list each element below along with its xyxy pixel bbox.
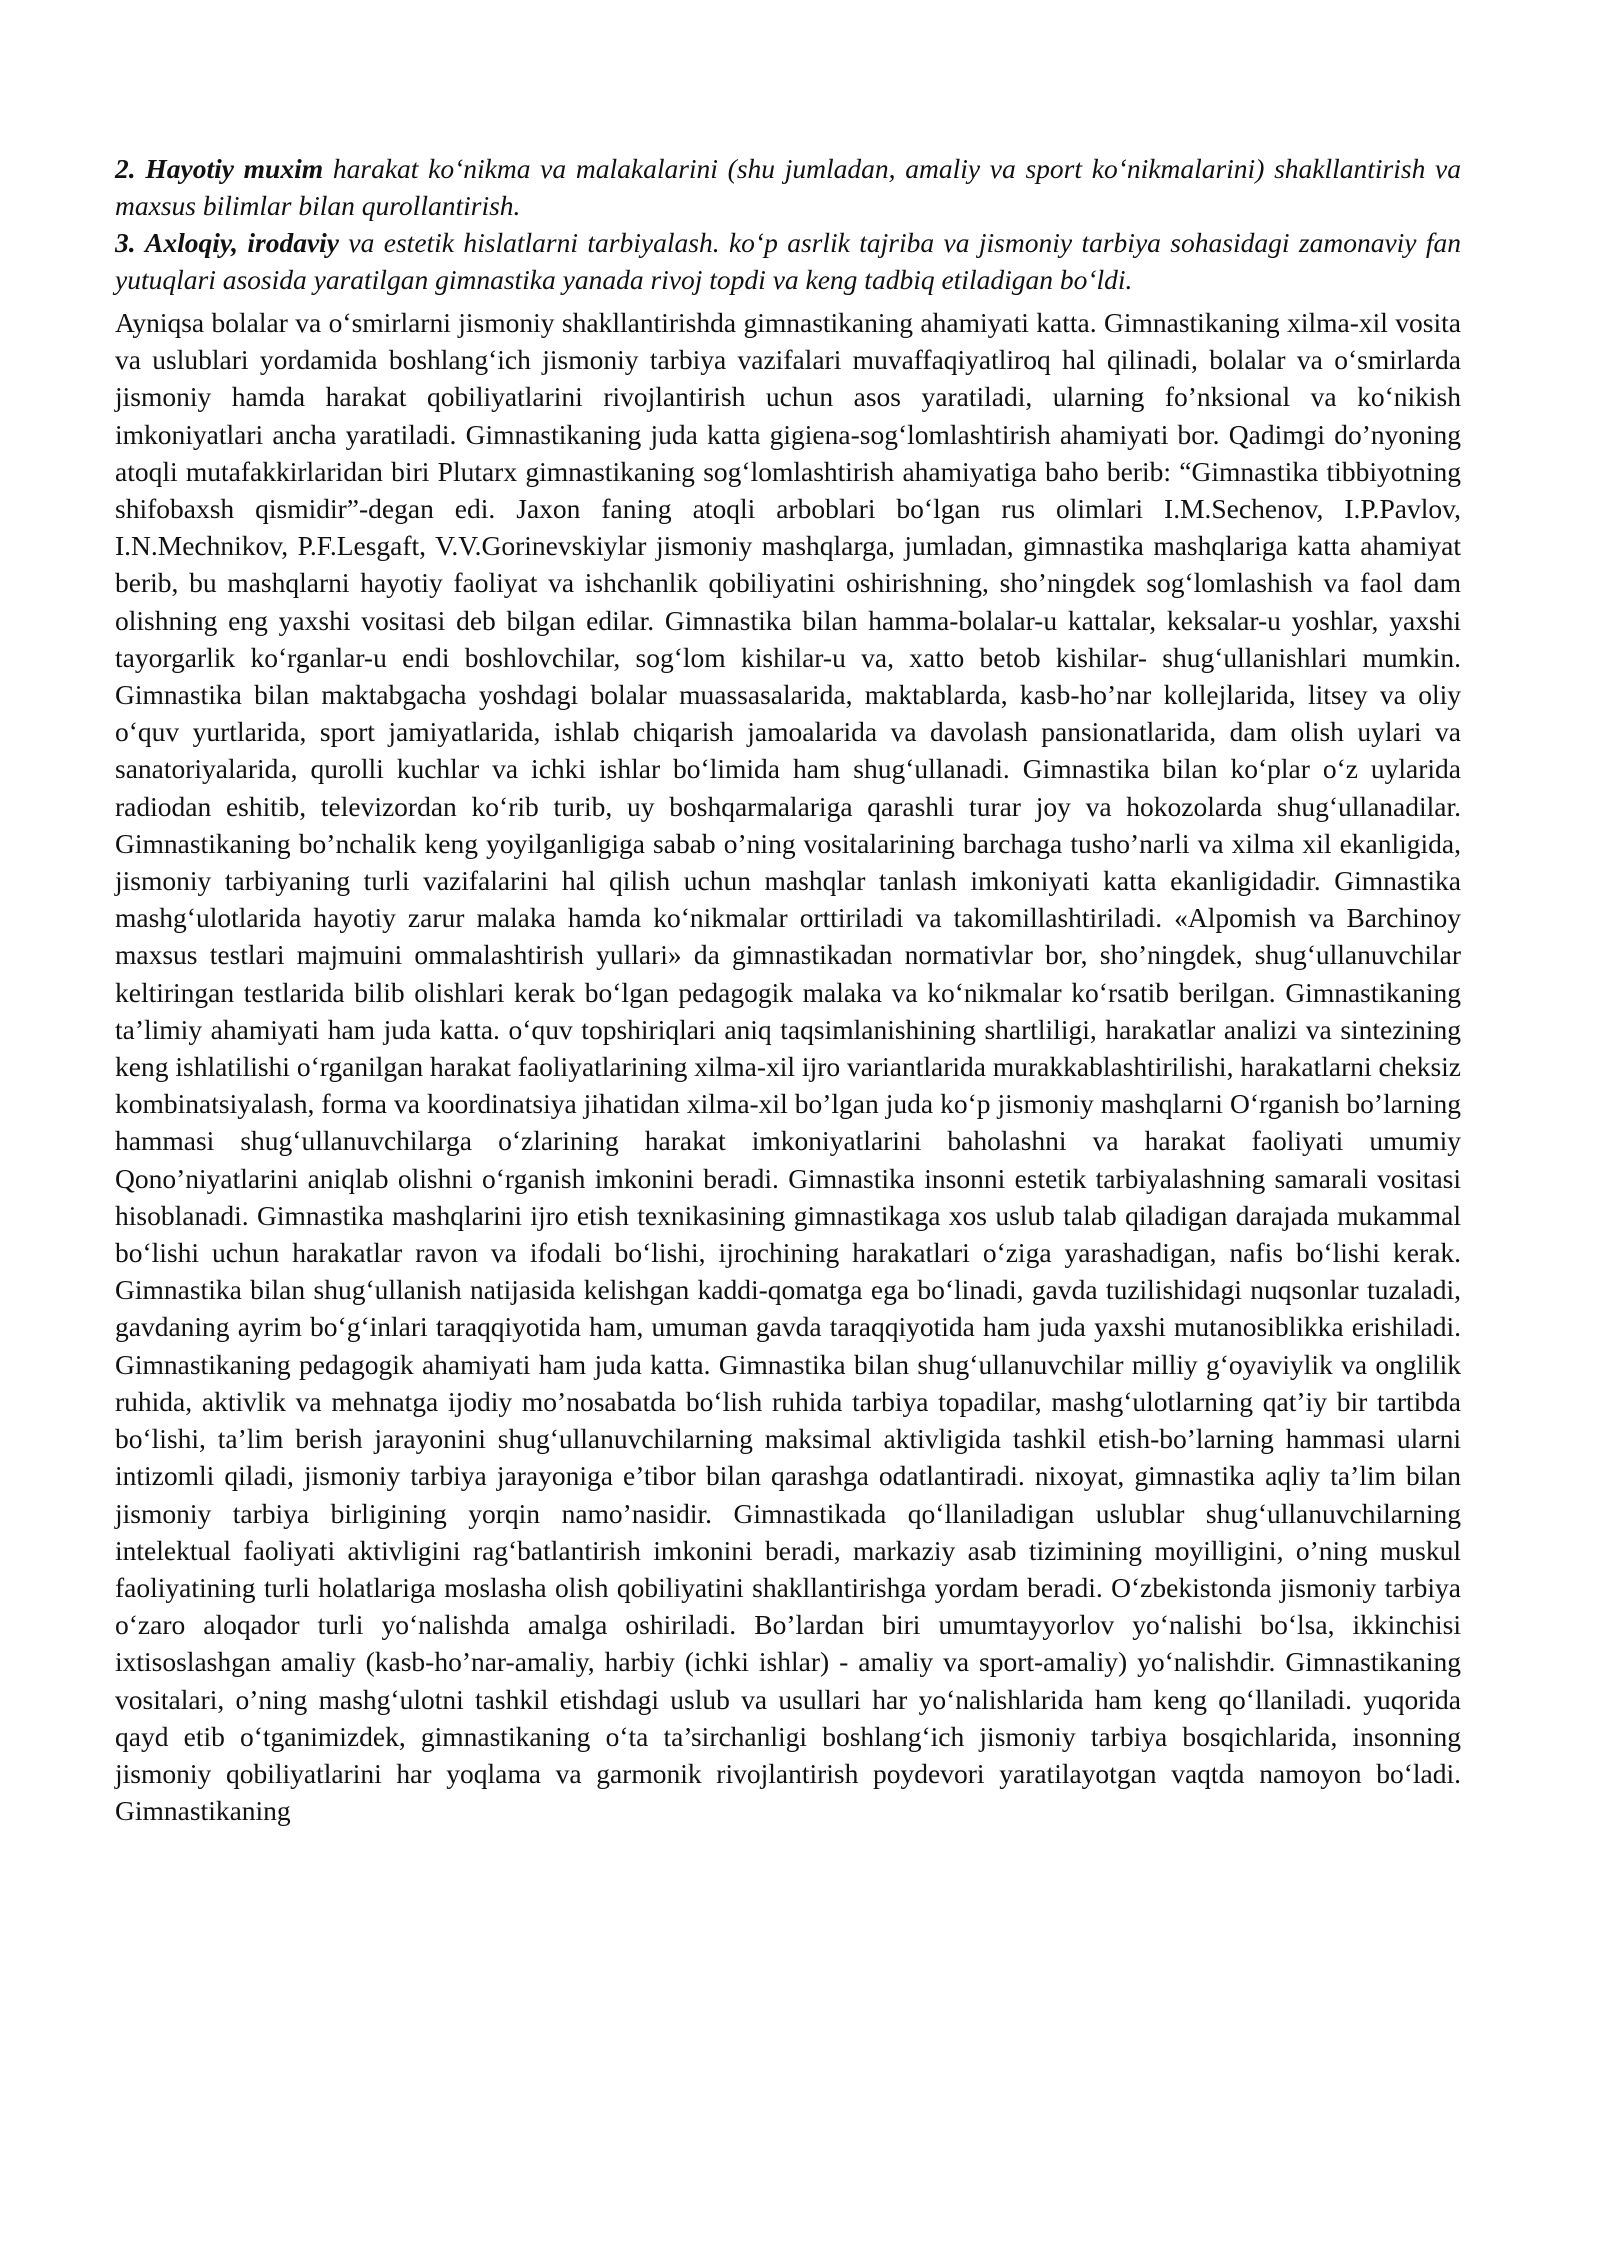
list-item-2-number: 2. (115, 153, 136, 184)
list-item-2-lead: Hayotiy muxim (145, 153, 324, 184)
list-item-2-text: harakat ko‘nikma va malakalarini (shu jumladan, amaliy va sport ko‘nikmalarini) shakllantirish va maxsus bilimlar bilan qurollantirish. (115, 153, 1462, 221)
list-item-3 (115, 224, 1461, 298)
body-paragraph: Ayniqsa bolalar va o‘smirlarni jismoniy shakllantirishda gimnastikaning ahamiyati katta. Gimnastikaning xilma-xil vosita va uslublari yordamida boshlang‘ich jismoniy tarbiya vazifalari muvaffaqiyatliroq hal qilinadi, bolalar va o‘smirlarda jismoniy hamda harakat qobiliyatlarini rivojlantirish uchun asos yaratiladi, ularning fo’nksional va ko‘nikish imkoniyatlari ancha yaratiladi. Gimnastikaning juda katta gigiena-sog‘lomlashtirish ahamiyati bor. Qadimgi do’nyoning atoqli mutafakkirlaridan biri Plutarx gimnastikaning sog‘lomlashtirish ahamiyatiga baho berib: “Gimnastika tibbiyotning shifobaxsh qismidir”-degan edi. Jaxon faning atoqli arboblari bo‘lgan rus olimlari I.M.Sechenov, I.P.Pavlov, I.N.Mechnikov, P.F.Lesgaft, V.V.Gorinevskiylar jismoniy mashqlarga, jumladan, gimnastika mashqlariga katta ahamiyat berib, bu mashqlarni hayotiy faoliyat va ishchanlik qobiliyatini oshirishning, sho’ningdek sog‘lomlashish va faol dam olishning eng yaxshi vositasi deb bilgan edilar. Gimnastika bilan hamma-bolalar-u kattalar, keksalar-u yoshlar, yaxshi tayorgarlik ko‘rganlar-u endi boshlovchilar, sog‘lom kishilar-u va, xatto betob kishilar- shug‘ullanishlari mumkin. Gimnastika bilan maktabgacha yoshdagi bolalar muassasalarida, maktablarda, kasb-ho’nar kollejlarida, litsey va oliy o‘quv yurtlarida, sport jamiyatlarida, ishlab chiqarish jamoalarida va davolash pansionatlarida, dam olish uylari va sanatoriyalarida, qurolli kuchlar va ichki ishlar bo‘limida ham shug‘ullanadi. Gimnastika bilan ko‘plar o‘z uylarida radiodan eshitib, televizordan ko‘rib turib, uy boshqarmalariga qarashli turar joy va hokozolarda shug‘ullanadilar. Gimnastikaning bo’nchalik keng yoyilganligiga sabab o’ning vositalarining barchaga tusho’narli va xilma xil ekanligida, jismoniy tarbiyaning turli vazifalarini hal qilish uchun mashqlar tanlash imkoniyati katta ekanligidadir. Gimnastika mashg‘ulotlarida hayotiy zarur malaka hamda ko‘nikmalar orttiriladi va takomillashtiriladi. «Alpomish va Barchinoy maxsus testlari majmuini ommalashtirish yullari» da gimnastikadan normativlar bor, sho’ningdek, shug‘ullanuvchilar keltiringan testlarida bilib olishlari kerak bo‘lgan pedagogik malaka va ko‘nikmalar ko‘rsatib berilgan. Gimnastikaning ta’limiy ahamiyati ham juda katta. o‘quv topshiriqlari aniq taqsimlanishining shartliligi, harakatlar analizi va sintezining keng ishlatilishi o‘rganilgan harakat faoliyatlarining xilma-xil ijro variantlarida murakkablashtirilishi, harakatlarni cheksiz kombinatsiyalash, forma va koordinatsiya jihatidan xilma-xil bo’lgan juda ko‘p jismoniy mashqlarni O‘rganish bo’larning hammasi shug‘ullanuvchilarga o‘zlarining harakat imkoniyatlarini baholashni va harakat faoliyati umumiy Qono’niyatlarini aniqlab olishni o‘rganish imkonini beradi. Gimnastika insonni estetik tarbiyalashning samarali vositasi hisoblanadi. Gimnastika mashqlarini ijro etish texnikasining gimnastikaga xos uslub talab qiladigan darajada mukammal bo‘lishi uchun harakatlar ravon va ifodali bo‘lishi, ijrochining harakatlari o‘ziga yarashadigan, nafis bo‘lishi kerak. Gimnastika bilan shug‘ullanish natijasida kelishgan kaddi-qomatga ega bo‘linadi, gavda tuzilishidagi nuqsonlar tuzaladi, gavdaning ayrim bo‘g‘inlari taraqqiyotida ham, umuman gavda taraqqiyotida ham juda yaxshi mutanosiblikka erishiladi. Gimnastikaning pedagogik ahamiyati ham juda katta. Gimnastika bilan shug‘ullanuvchilar milliy g‘oyaviylik va onglilik ruhida, aktivlik va mehnatga ijodiy mo’nosabatda bo‘lish ruhida tarbiya topadilar, mashg‘ulotlarning qat’iy bir tartibda bo‘lishi, ta’lim berish jarayonini shug‘ullanuvchilarning maksimal aktivligida tashkil etish-bo’larning hammasi ularni intizomli qiladi, jismoniy tarbiya jarayoniga e’tibor bilan qarashga odatlantiradi. nixoyat, gimnastika aqliy ta’lim bilan jismoniy tarbiya birligining yorqin namo’nasidir. Gimnastikada qo‘llaniladigan uslublar shug‘ullanuvchilarning intelektual faoliyati aktivligini rag‘batlantirish imkonini beradi, markaziy asab tizimining moyilligini, o’ning muskul faoliyatining turli holatlariga moslasha olish qobiliyatini shakllantirishga yordam beradi. O‘zbekistonda jismoniy tarbiya o‘zaro aloqador turli yo‘nalishda amalga oshiriladi. Bo’lardan biri umumtayyorlov yo‘nalishi bo‘lsa, ikkinchisi ixtisoslashgan amaliy (kasb-ho’nar-amaliy, harbiy (ichki ishlar) - amaliy va sport-amaliy) yo‘nalishdir. Gimnastikaning vositalari, o’ning mashg‘ulotni tashkil etishdagi uslub va usullari har yo‘nalishlarida ham keng qo‘llaniladi. yuqorida qayd etib o‘tganimizdek, gimnastikaning o‘ta ta’sirchanligi boshlang‘ich jismoniy tarbiya bosqichlarida, insonning jismoniy qobiliyatlarini har yoqlama va garmonik rivojlantirish poydevori yaratilayotgan vaqtda namoyon bo‘ladi. Gimnastikaning (115, 307, 1461, 1827)
numbered-list (115, 150, 1461, 298)
list-item-2 (115, 150, 1461, 224)
list-item-3-text: va estetik hislatlarni tarbiyalash. ko‘p asrlik tajriba va jismoniy tarbiya sohasidagi zamonaviy fan yutuqlari asosida yaratilgan gimnastika yanada rivoj topdi va keng tadbiq etiladigan bo‘ldi. (115, 227, 1462, 295)
list-item-3-lead: Axloqiy, irodaviy (145, 227, 340, 258)
list-item-3-number: 3. (115, 227, 136, 258)
document-page (115, 150, 1461, 1829)
